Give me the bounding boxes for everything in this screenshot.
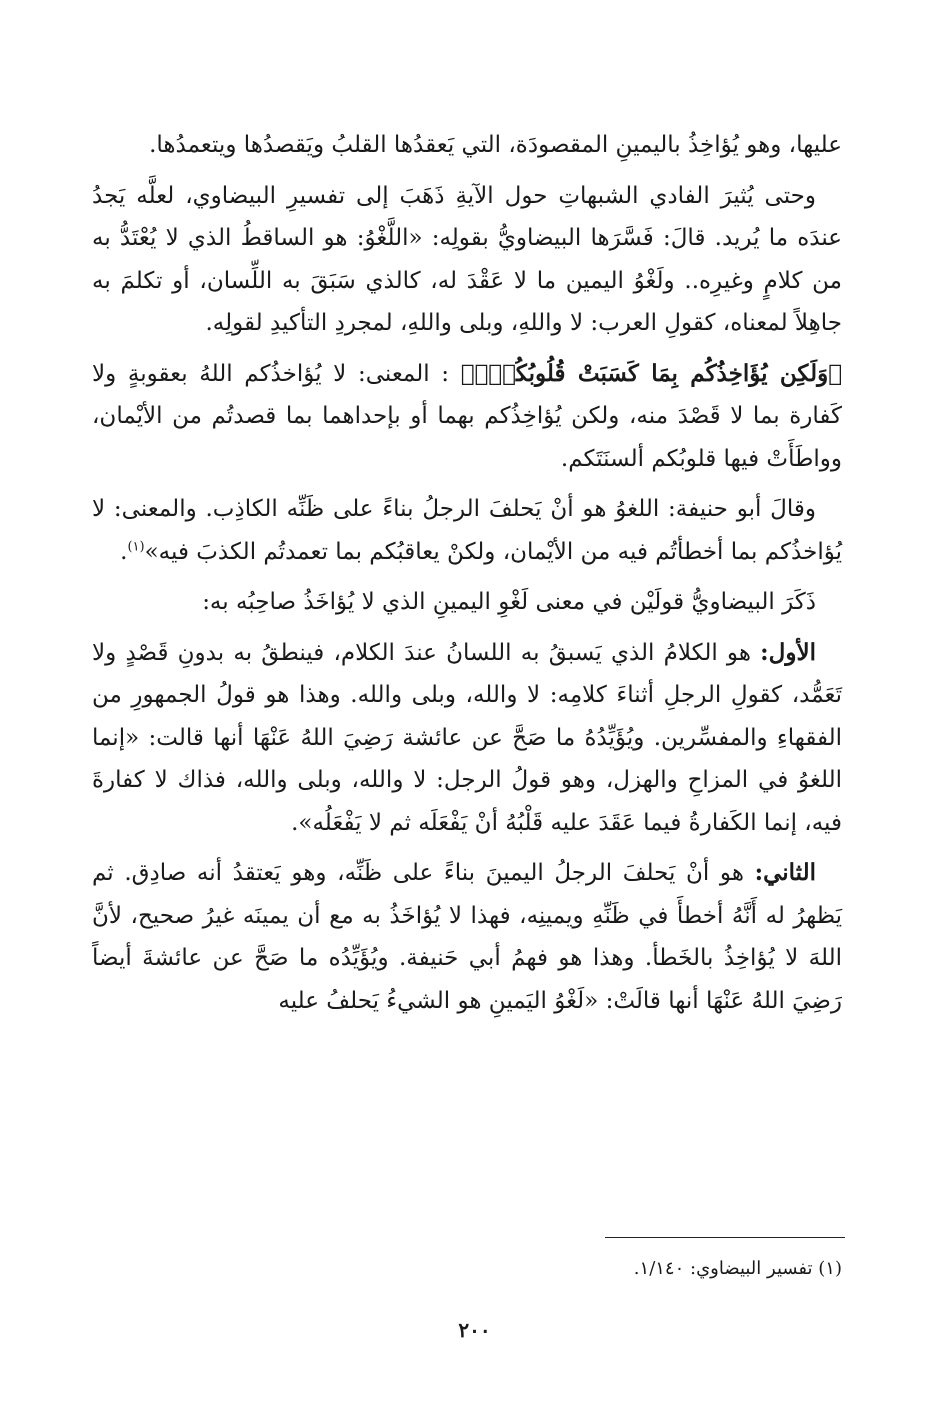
footnote-reference[interactable]: (١) (127, 538, 145, 554)
footnote-divider (605, 1237, 845, 1238)
paragraph-text: ذَكَرَ البيضاويُّ قولَيْن في معنى لَغْوِ اليمينِ الذي لا يُؤاخَذُ صاحِبُه به: (202, 589, 816, 615)
page-number: ٢٠٠ (458, 1318, 491, 1342)
paragraph-text: هو أنْ يَحلفَ الرجلُ اليمينَ بناءً على ظَنِّه، وهو يَعتقدُ أنه صادِق. ثم يَظهرُ له أَنَّهُ أخطأَ في ظَنِّهِ ويمينِه، فهذا لا يُؤاخَذُ به مع أن يمينَه غيرُ صحيح، لأنَّ اللهَ لا يُؤاخِذُ بالخَطأ. وهذا هو فهمُ أبي حَنيفة. ويُؤَيِّدُه ما صَحَّ عن عائشةَ أيضاً رَضِيَ اللهُ عَنْهَا أنها قالَتْ: «لَغْوُ اليَمينِ هو الشيءُ يَحلفُ عليه (92, 860, 842, 1014)
paragraph-text: وقالَ أبو حنيفة: اللغوُ هو أنْ يَحلفَ الرجلُ بناءً على ظَنِّه الكاذِب. والمعنى: لا يُؤاخذُكم بما أخطأتُم فيه من الأيْمان، ولكنْ يعاقبُكم بما تعمدتُم الكذبَ فيه» (92, 496, 842, 565)
footnote: (١) تفسير البيضاوي: ١/١٤٠. (633, 1258, 842, 1279)
paragraph-5 (92, 581, 842, 624)
paragraph-2 (92, 175, 842, 345)
paragraph-7 (92, 852, 842, 1022)
paragraph-text: عليها، وهو يُؤاخِذُ باليمينِ المقصودَة، التي يَعقدُها القلبُ ويَقصدُها ويتعمدُها. (149, 132, 842, 158)
paragraph-6 (92, 632, 842, 845)
paragraph-3 (92, 353, 842, 481)
paragraph-text: وحتى يُثيرَ الفادي الشبهاتِ حول الآيةِ ذَهَبَ إلى تفسيرِ البيضاوي، لعلَّه يَجدُ عندَه ما يُريد. قالَ: فَسَّرَها البيضاويُّ بقولِه: «اللَّغْوُ: هو الساقطُ الذي لا يُعْتَدُّ به من كلامٍ وغيرِه.. ولَغْوُ اليمين ما لا عَقْدَ له، كالذي سَبَقَ به اللِّسان، أو تكلمَ به جاهِلاً لمعناه، كقولِ العرب: لا واللهِ، وبلى واللهِ، لمجردِ التأكيدِ لقولِه. (92, 182, 842, 336)
quran-verse: ﴿وَلَكِن يُؤَاخِذُكُم بِمَا كَسَبَتْ قُلُوبُكُمْۗ﴾ (460, 359, 842, 387)
paragraph-text: هو الكلامُ الذي يَسبقُ به اللسانُ عندَ الكلام، فينطقُ به بدونِ قَصْدٍ ولا تَعَمُّد، كقولِ الرجلِ أثناءَ كلامِه: لا والله، وبلى والله. وهذا هو قولُ الجمهورِ من الفقهاءِ والمفسِّرين. ويُؤَيِّدُهُ ما صَحَّ عن عائشة رَضِيَ اللهُ عَنْهَا أنها قالت: «إنما اللغوُ في المزاحِ والهزل، وهو قولُ الرجل: لا والله، وبلى والله، فذاك لا كفارةَ فيه، إنما الكَفارةُ فيما عَقَدَ عليه قَلْبُهُ أنْ يَفْعَلَه ثم لا يَفْعَلُه». (92, 639, 842, 836)
paragraph-4 (92, 488, 842, 573)
paragraph-text: : المعنى: لا يُؤاخذُكم اللهُ بعقوبةٍ ولا كَفارة بما لا قَصْدَ منه، ولكن يُؤاخِذُكم بهما أو بإحداهما بما قصدتُم من الأيْمان، وواطَأَتْ فيها قلوبُكم ألسنَتَكم. (92, 360, 842, 472)
section-label-first: الأول: (760, 638, 816, 666)
paragraph-end: . (120, 538, 128, 565)
paragraph-1 (92, 124, 842, 167)
body-text (92, 124, 842, 1030)
section-label-second: الثاني: (754, 859, 816, 886)
